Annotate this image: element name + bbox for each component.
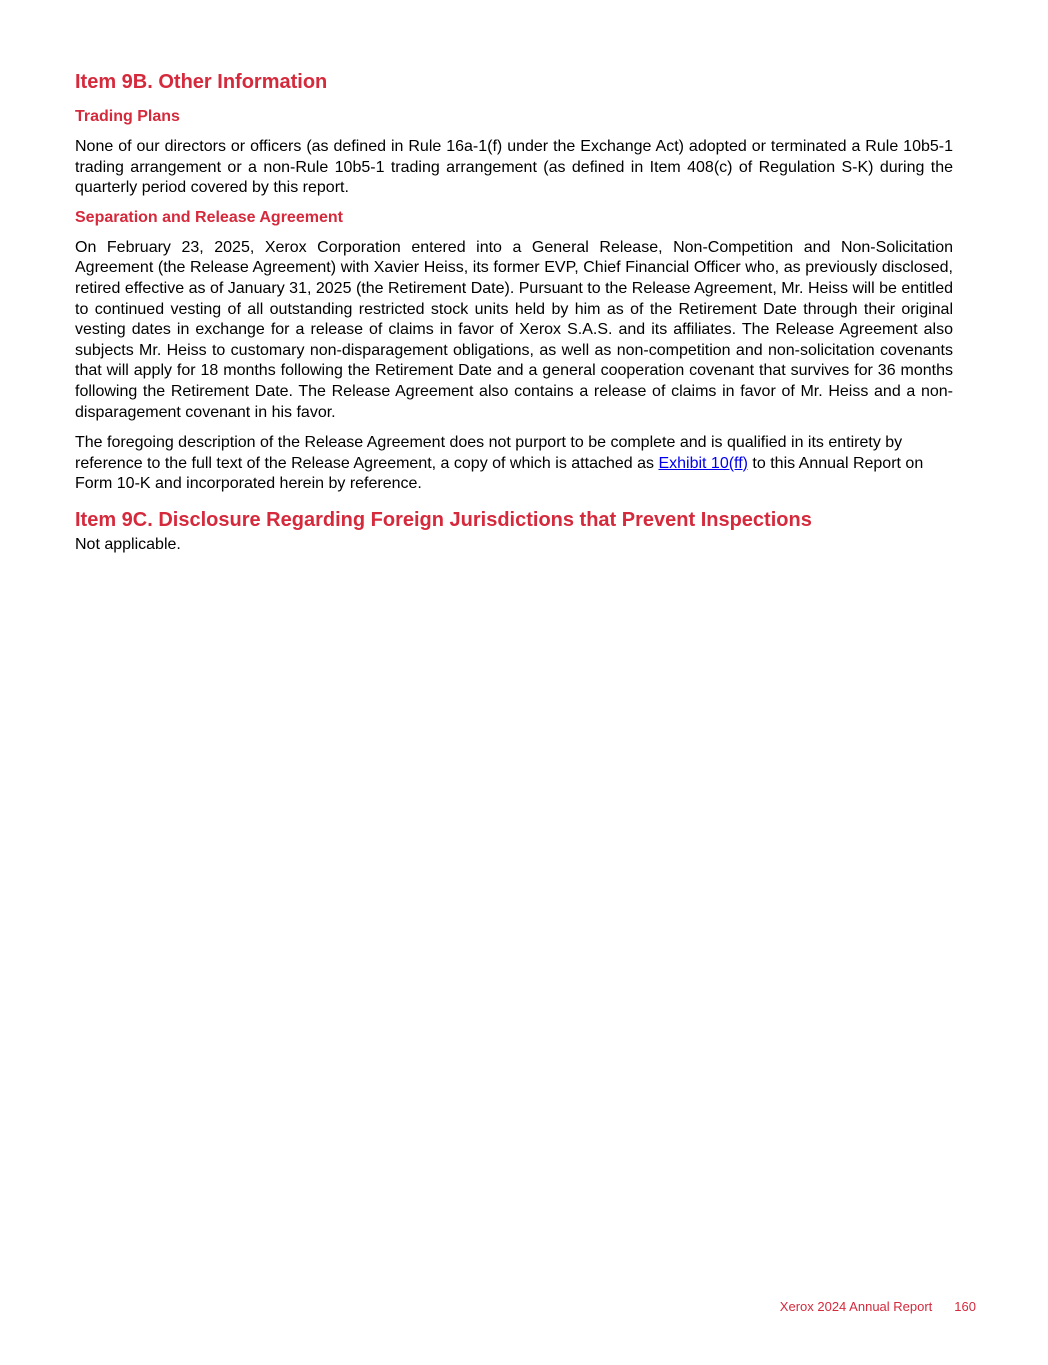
footer-report-title: Xerox 2024 Annual Report [779, 1299, 933, 1314]
item-9b-heading: Item 9B. Other Information [75, 71, 328, 93]
document-page [75, 66, 953, 556]
trading-plans-paragraph: None of our directors or officers (as defined in Rule 16a-1(f) under the Exchange Act) adopted or terminated a Rule 10b5-1 trading arrangement or a non-Rule 10b5-1 trading arrangement (as defined in Item 408(c) of Regulation S-K) during the quarterly period covered by this report. [75, 138, 953, 197]
trading-plans-heading: Trading Plans [75, 108, 180, 125]
foregoing-text-after: to this Annual Report on Form 10-K and incorporated herein by reference. [75, 454, 924, 493]
separation-agreement-paragraph: On February 23, 2025, Xerox Corporation entered into a General Release, Non-Competition and Non-Solicitation Agreement (the Release Agreement) with Xavier Heiss, its former EVP, Chief Financial Officer who, as previously disclosed, retired effective as of January 31, 2025 (the Retirement Date). Pursuant to the Release Agreement, Mr. Heiss will be entitled to continued vesting of all outstanding restricted stock units held by him as of the Retirement Date through their original vesting dates in exchange for a release of claims in favor of Xerox S.A.S. and its affiliates. The Release Agreement also subjects Mr. Heiss to customary non-disparagement obligations, as well as non-competition and non-solicitation covenants that will apply for 18 months following the Retirement Date and a general cooperation covenant that survives for 36 months following the Retirement Date. The Release Agreement also contains a release of claims in favor of Mr. Heiss and a non-disparagement covenant in his favor. [75, 238, 953, 421]
separation-agreement-heading: Separation and Release Agreement [75, 208, 343, 226]
foregoing-text-before: The foregoing description of the Release Agreement does not purport to be complete and is qualified in its entirety by reference to the full text of the Release Agreement, a copy of which is attached as [75, 434, 903, 472]
exhibit-10ff-link[interactable]: Exhibit 10(ff) [658, 454, 748, 472]
foregoing-description-paragraph [75, 433, 953, 495]
item-9c-heading: Item 9C. Disclosure Regarding Foreign Jurisdictions that Prevent Inspections [75, 508, 812, 531]
item-9c-paragraph: Not applicable. [75, 535, 181, 553]
page-footer [780, 1299, 976, 1315]
page-number: 160 [954, 1299, 976, 1314]
